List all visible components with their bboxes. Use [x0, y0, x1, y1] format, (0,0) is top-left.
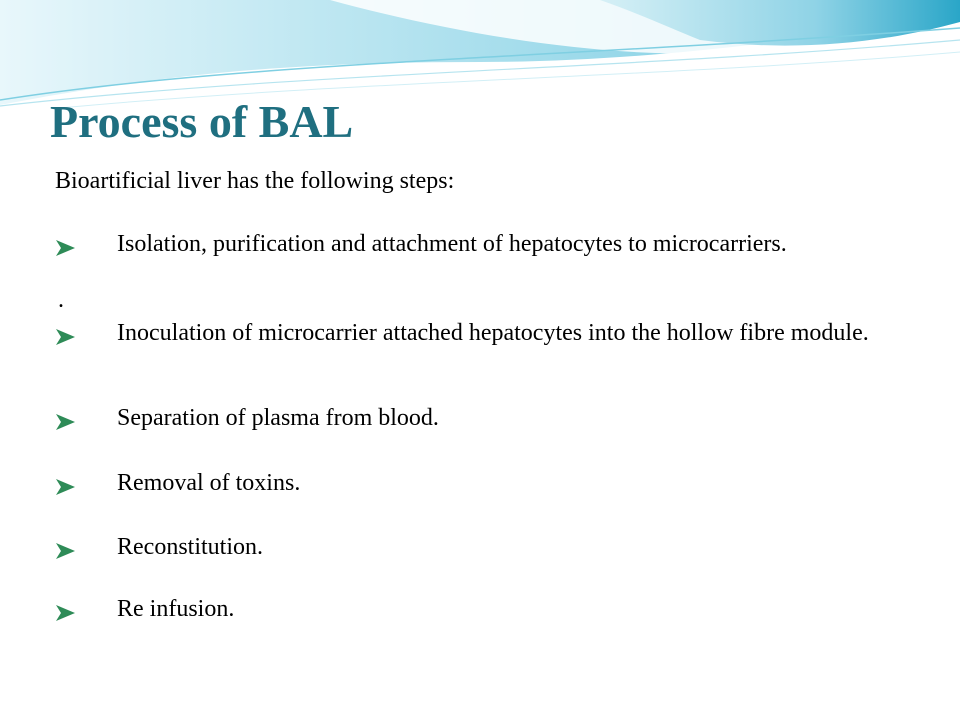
bullet-item-2	[55, 321, 915, 381]
bullet-item-3	[55, 406, 915, 466]
bullet-text: Separation of plasma from blood.	[117, 405, 439, 431]
arrowhead-bullet-icon	[55, 602, 77, 624]
arrowhead-bullet-icon	[55, 326, 77, 348]
bullet-item-1	[55, 232, 915, 292]
bullet-text: Removal of toxins.	[117, 470, 301, 496]
arrowhead-bullet-icon	[55, 540, 77, 562]
bullet-text: Reconstitution.	[117, 534, 263, 560]
bullet-item-5	[55, 535, 915, 595]
bullet-text: Inoculation of microcarrier attached hepatocytes into the hollow fibre module.	[117, 320, 869, 346]
arrowhead-bullet-icon	[55, 411, 77, 433]
bullet-item-6	[55, 597, 915, 657]
bullet-text: Re infusion.	[117, 596, 235, 622]
bullet-text: Isolation, purification and attachment of hepatocytes to microcarriers.	[117, 231, 787, 257]
arrowhead-bullet-icon	[55, 237, 77, 259]
slide-title: Process of BAL	[50, 96, 354, 147]
separator-dot: .	[58, 287, 64, 313]
intro-text: Bioartificial liver has the following steps:	[55, 168, 455, 194]
arrowhead-bullet-icon	[55, 476, 77, 498]
bullet-item-4	[55, 471, 915, 531]
